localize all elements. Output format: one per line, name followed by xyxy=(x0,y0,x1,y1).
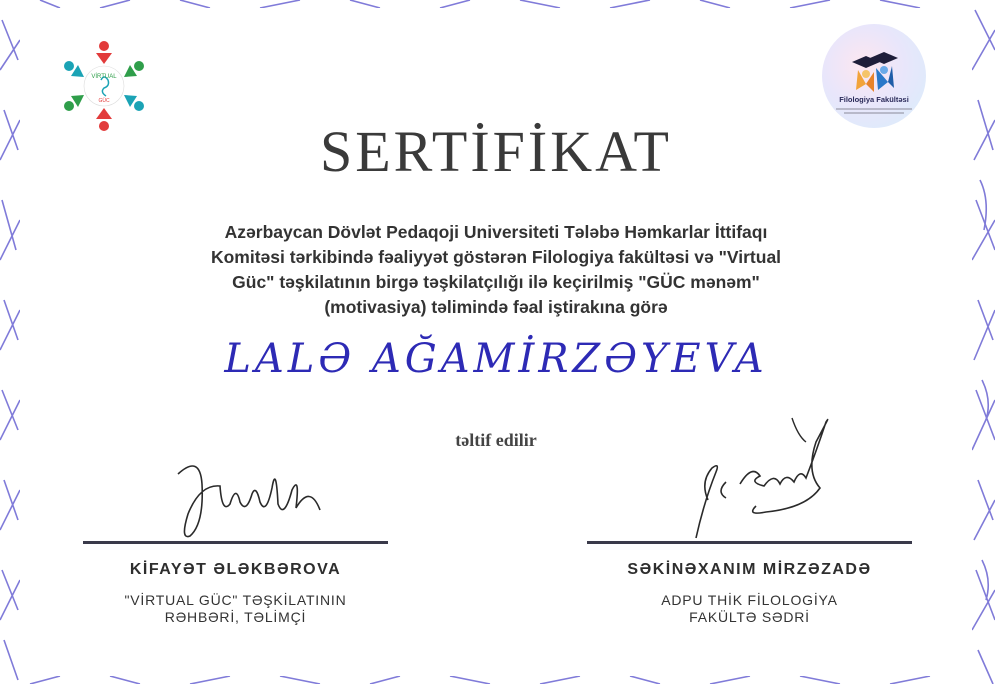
role-line: ADPU THİK FİLOLOGİYA xyxy=(661,592,838,608)
signatory-name-left: KİFAYƏT ƏLƏKBƏROVA xyxy=(129,561,342,578)
logo-left-text-top: VİRTUAL xyxy=(91,74,117,80)
signature-line-left xyxy=(83,541,388,544)
signatory-role-right xyxy=(587,592,912,626)
faculty-logo-title: Filologiya Fakültəsi xyxy=(839,95,909,104)
signature-left-icon xyxy=(160,444,340,544)
signature-line-right xyxy=(587,541,912,544)
body-line: Azərbaycan Dövlət Pedaqoji Universiteti Tələbə Həmkarlar İttifaqı xyxy=(224,222,768,242)
faculty-logo-subtitle-scribble xyxy=(832,106,916,117)
role-line: "VİRTUAL GÜC" TƏŞKİLATININ xyxy=(124,592,347,608)
faculty-logo-fine-print-icon xyxy=(832,106,916,116)
filologiya-faculty-logo xyxy=(822,24,926,128)
signatory-name-right: SƏKİNƏXANIM MİRZƏZADƏ xyxy=(627,561,872,578)
awarded-text: təltif edilir xyxy=(455,430,537,450)
signature-right-icon xyxy=(656,412,846,542)
signatory-role-left xyxy=(83,592,388,626)
certificate xyxy=(20,8,972,676)
body-line: Komitəsi tərkibində fəaliyyət göstərən Filologiya fakültəsi və "Virtual xyxy=(210,247,782,267)
certificate-title: SERTİFİKAT xyxy=(320,119,672,184)
role-line: RƏHBƏRİ, TƏLİMÇİ xyxy=(164,609,307,625)
body-line: Güc" təşkilatının birgə təşkilatçılığı ilə keçirilmiş "GÜC mənəm" xyxy=(232,272,760,292)
logo-left-text-bottom: GÜC xyxy=(98,98,110,104)
certificate-body xyxy=(160,220,832,320)
body-line: (motivasiya) təlimində fəal iştirakına görə xyxy=(324,297,668,317)
role-line: FAKÜLTƏ SƏDRİ xyxy=(689,609,810,625)
recipient-name: LALƏ AĞAMİRZƏYEVA xyxy=(224,336,768,382)
